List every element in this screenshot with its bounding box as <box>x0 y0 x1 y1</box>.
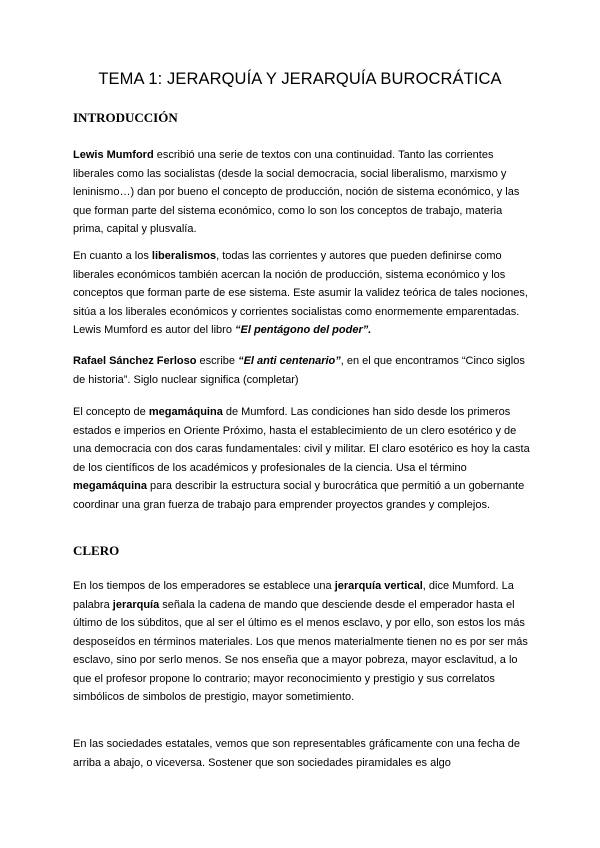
paragraph-text: En cuanto a los <box>73 250 152 262</box>
paragraph-ferloso <box>73 352 533 389</box>
paragraph-text: , todas las corrientes y autores que pueden definirse como liberales económicos también acercan la noción de producción, sistema económico y los conceptos que forman parte de ese sistema. Este asumir la validez teórica de tales nociones, sitúa a los liberales económicos y corrientes socialistas como enormemente emparentadas. Lewis Mumford es autor del libro <box>73 250 528 336</box>
paragraph-text: de Mumford. Las condiciones han sido desde los primeros estados e imperios en Oriente Próximo, hasta el establecimiento de un clero esotérico y de una democracia con dos caras fundamentales: civil y militar. El claro esotérico es hoy la casta de los científicos de los académicos y profesionales de la ciencia. Usa el término <box>73 406 530 474</box>
paragraph-text: En los tiempos de los emperadores se establece una <box>73 580 335 592</box>
paragraph-megamaquina <box>73 403 533 514</box>
paragraph-text: escribió una serie de textos con una continuidad. Tanto las corrientes liberales como las socialistas (desde la social democracia, social liberalismo, marxismo y leninismo…) dan por bueno el concepto de producción, noción de sistema económico, y las que forman parte del sistema económico, como lo son los conceptos de trabajo, materia prima, capital y plusvalía. <box>73 149 520 235</box>
paragraph-mumford <box>73 146 533 239</box>
section-heading-clero: CLERO <box>73 543 120 558</box>
paragraph-sociedades-estatales <box>73 735 533 772</box>
paragraph-text: , dice Mumford. La palabra <box>73 580 514 611</box>
book-title: “El anti centenario” <box>238 355 341 367</box>
bold-text: liberalismos <box>151 250 217 262</box>
paragraph-liberalismos <box>73 247 533 340</box>
paragraph-text: para describir la estructura social y burocrática que permitió a un gobernante coordinar una gran fuerza de trabajo para emprender proyectos grandes y complejos. <box>73 480 525 511</box>
bold-text: megamáquina <box>73 480 147 492</box>
paragraph-text: , en el que encontramos “Cinco siglos de historia”. Siglo nuclear significa (completar) <box>73 355 525 386</box>
bold-text: jerarquía <box>112 598 160 611</box>
paragraph-text: escribe <box>196 355 239 367</box>
bold-text: Lewis Mumford <box>73 149 154 161</box>
section-heading-introduccion: INTRODUCCIÓN <box>73 110 178 125</box>
paragraph-jerarquia <box>73 577 533 707</box>
bold-text: jerarquía vertical <box>334 580 423 592</box>
book-title: “El pentágono del poder”. <box>235 324 372 336</box>
paragraph-text: El concepto de <box>73 406 149 418</box>
paragraph-text: En las sociedades estatales, vemos que son representables gráficamente con una fecha de arriba a abajo, o viceversa. Sostener que son sociedades piramidales es algo <box>73 738 520 769</box>
paragraph-text: señala la cadena de mando que desciende desde el emperador hasta el último de los súbditos, que al ser el último es el menos esclavo, y por ello, son estos los más desposeídos en términos materiales. Los que menos materialmente tienen no es por ser más esclavo, sino por serlo menos. Se nos enseña que a mayor pobreza, mayor esclavitud, a lo que el profesor propone lo contrario; mayor reconocimiento y prestigio y sus correlatos simbólicos de simbolos de prestigio, mayor sometimiento. <box>73 598 528 703</box>
document-title: TEMA 1: JERARQUÍA Y JERARQUÍA BUROCRÁTICA <box>98 70 502 88</box>
bold-text: megamáquina <box>148 406 223 418</box>
bold-text: Rafael Sánchez Ferloso <box>73 355 197 367</box>
